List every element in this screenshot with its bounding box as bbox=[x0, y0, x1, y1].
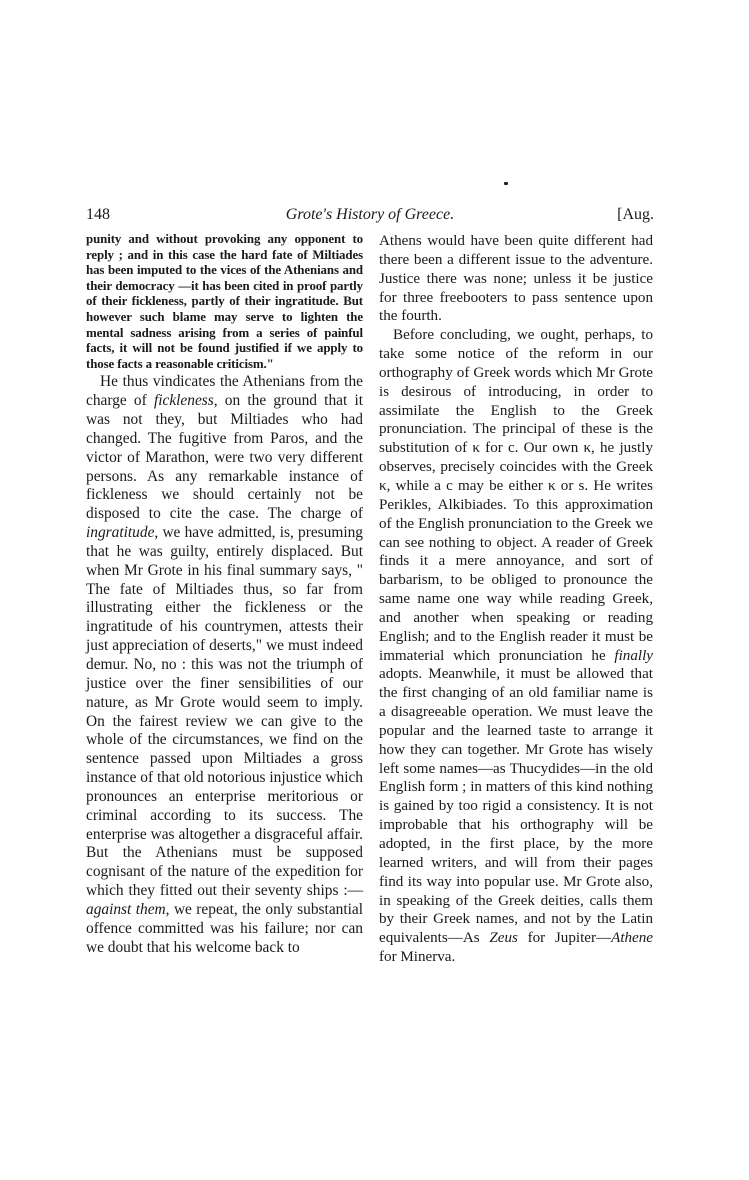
right-column bbox=[379, 232, 653, 967]
month-label: [Aug. bbox=[617, 206, 654, 223]
running-header bbox=[86, 206, 654, 232]
paragraph-orthography: Before concluding, we ought, perhaps, to take some notice of the reform in our orthography of Greek words which Mr Grote is desirous of introducing, in order to assimilate the English to the Greek pronunciation. The principal of these is the substitution of κ for c. Our own κ, he justly observes, precisely coincides with the Greek κ, while a c may be either κ or s. He writes Perikles, Alkibiades. To this approximation of the English pronunciation to the Greek we can see nothing to object. A reader of Greek finds it a mere annoyance, and sort of barbarism, to be obliged to pronounce the same name one way while reading Greek, and another when speaking or reading English; and to the English reader it must be immaterial which pronunciation he finally adopts. Meanwhile, it must be allowed that the first changing of an old familiar name is a disagreeable operation. We must leave the popular and the learned taste to arrange it how they can together. Mr Grote has wisely left some names—as Thucydides—in the old English form ; in matters of this kind nothing is gained by too rigid a consistency. It is not improbable that his orthography will be adopted, in the first place, by the more learned writers, and will from their pages find its way into popular use. Mr Grote also, in speaking of the Greek deities, calls them by their Greek names, and not by the Latin equivalents—As Zeus for Jupiter—Athene for Minerva. bbox=[379, 327, 653, 966]
paragraph-vindication: He thus vindicates the Athenians from the charge of fickleness, on the ground that it was not they, but Miltiades who had changed. The fugitive from Paros, and the victor of Marathon, were two very different persons. As any remarkable instance of fickleness we should certainly not be disposed to cite the case. The charge of ingratitude, we have admitted, is, presuming that he was guilty, entirely displaced. But when Mr Grote in his final summary says, " The fate of Miltiades thus, so far from illustrating either the fickleness or the ingratitude of his countrymen, attests their just appreciation of deserts," we must indeed demur. No, no : this was not the triumph of justice over the finer sensibilities of our nature, as Mr Grote would seem to imply. On the fairest review we can give to the whole of the circumstances, we find on the sentence passed upon Miltiades a gross instance of that old notorious injustice which pronounces an enterprise meritorious or criminal according to its success. The enterprise was altogether a disgraceful affair. But the Athenians must be supposed cognisant of the nature of the expedition for which they fitted out their seventy ships :—against them, we repeat, the only substantial offence committed was his failure; nor can we doubt that his welcome back to bbox=[86, 373, 364, 956]
left-column bbox=[86, 232, 363, 958]
paragraph-continuation: Athens would have been quite different had there been a different issue to the adventure. Justice there was none; unless it be justice for three freebooters to pass sentence upon the fourth. bbox=[379, 233, 653, 325]
page-number: 148 bbox=[86, 206, 110, 223]
quote-block: punity and without provoking any opponent to reply ; and in this case the hard fate of Miltiades has been imputed to the vices of the Athenians and their democracy —it has been cited in proof partly of their fickleness, partly of their ingratitude. But however such blame may serve to lighten the mental sadness arising from a series of painful facts, it will not be found justified if we apply to those facts a reasonable criticism." bbox=[86, 232, 363, 371]
running-title: Grote's History of Greece. bbox=[285, 206, 455, 223]
ink-speck bbox=[504, 182, 508, 185]
